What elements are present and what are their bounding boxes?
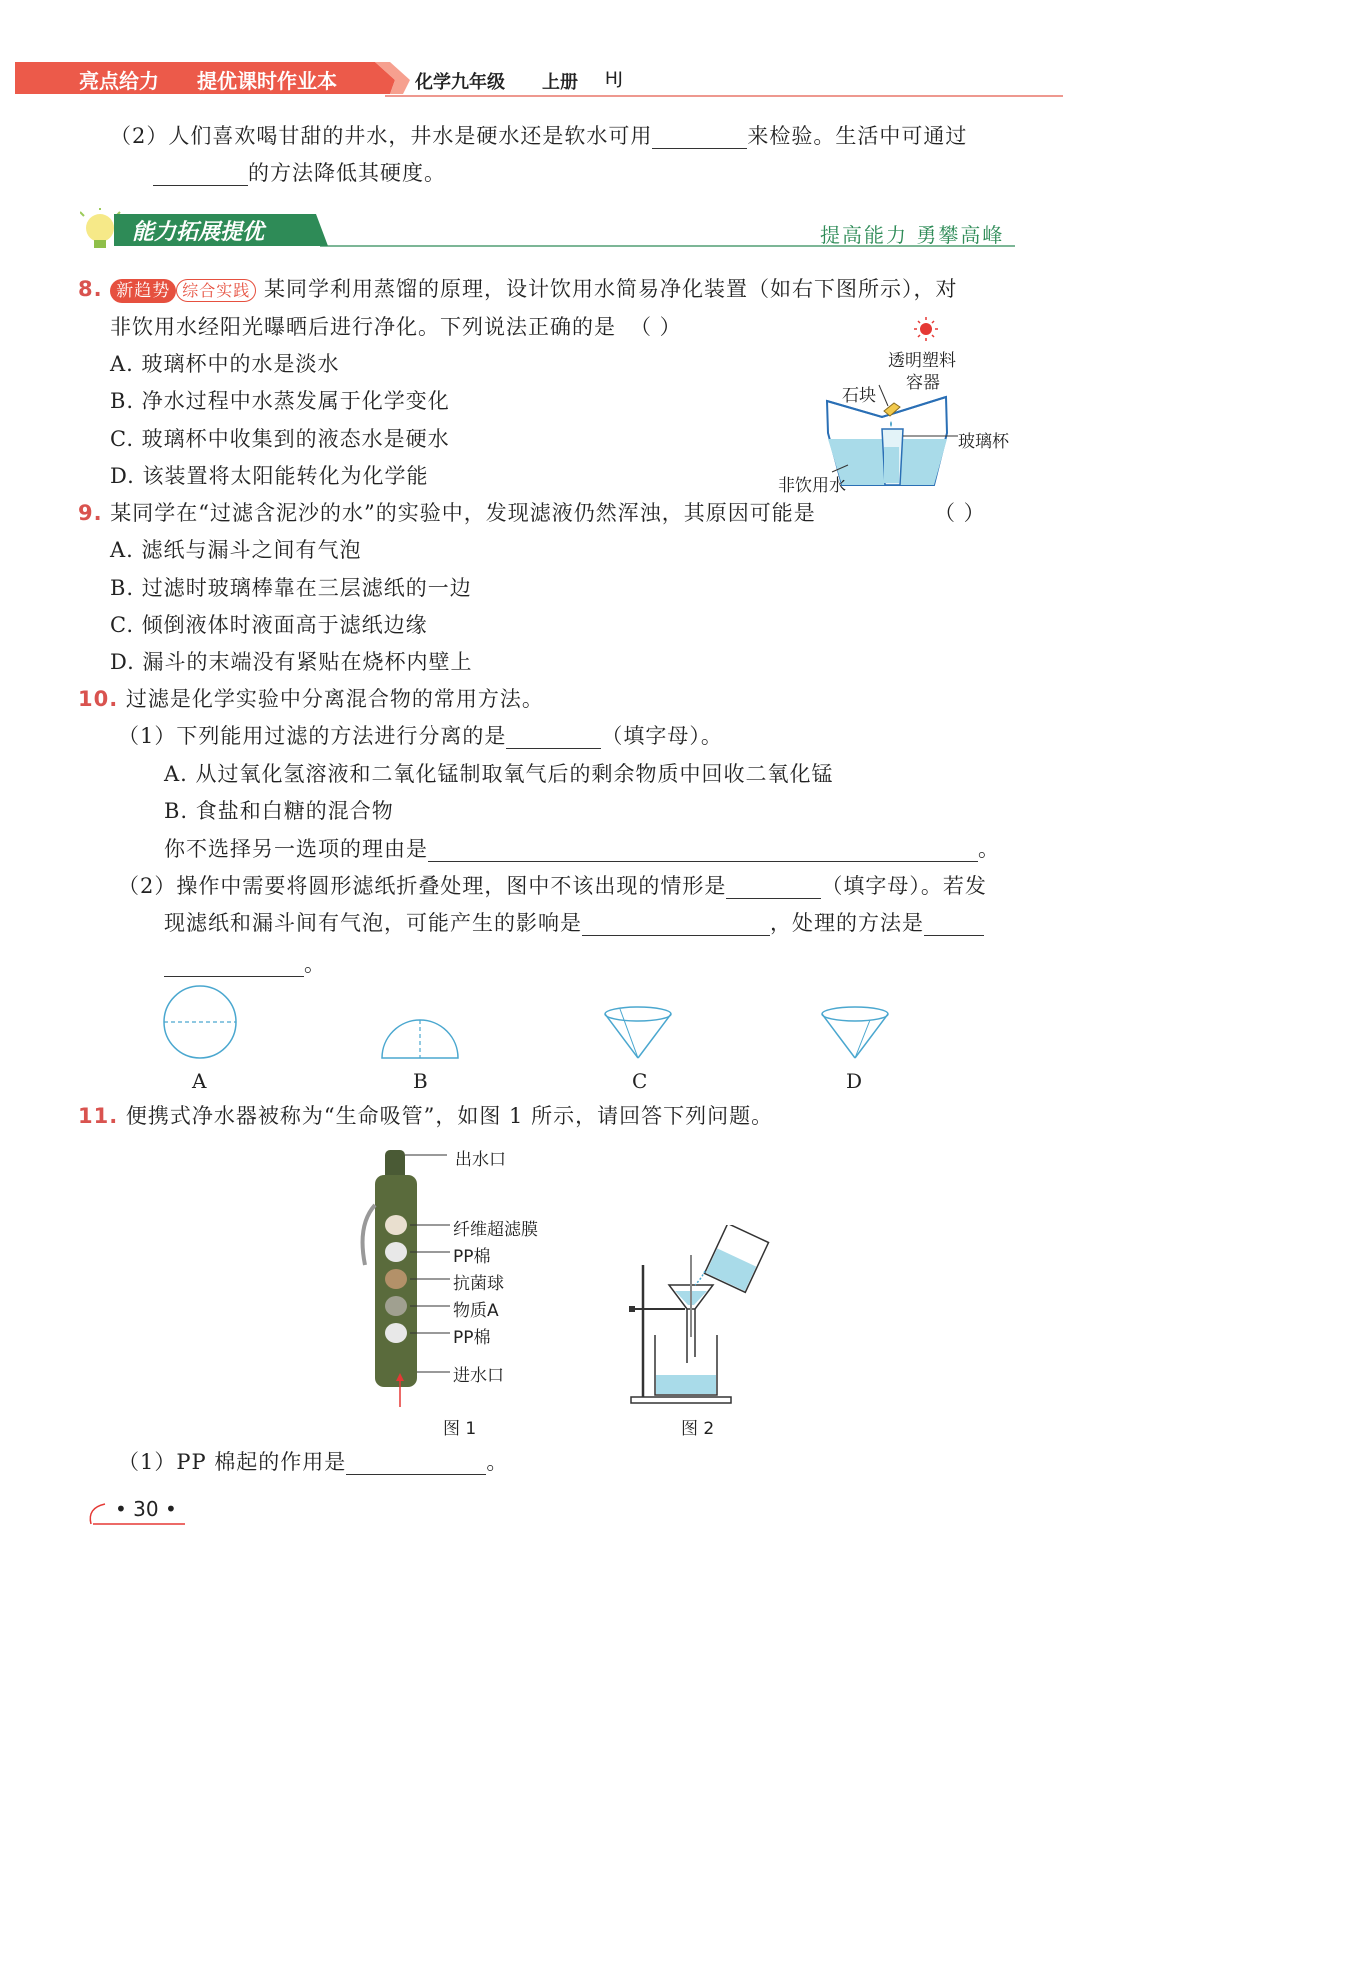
section-title: 能力拓展提优: [132, 220, 265, 245]
q10-part1-option-b[interactable]: B. 食盐和白糖的混合物: [164, 799, 394, 823]
q8-label-container-2: 容器: [906, 373, 940, 393]
answer-blank[interactable]: [652, 128, 747, 149]
header-volume: 上册: [542, 72, 578, 93]
answer-bracket[interactable]: （ ）: [630, 315, 682, 339]
q8-option-d[interactable]: D. 该装置将太阳能转化为化学能: [110, 464, 429, 488]
q8-label-cup: 玻璃杯: [958, 432, 1009, 452]
header-ribbon: [15, 60, 1065, 98]
q10-filter-paper-figures: [150, 980, 930, 1065]
q9-option-b[interactable]: B. 过滤时玻璃棒靠在三层滤纸的一边: [110, 576, 472, 600]
answer-blank[interactable]: [726, 878, 821, 899]
fig1-label-substance-a: 物质A: [453, 1301, 499, 1321]
q8-option-c[interactable]: C. 玻璃杯中收集到的液态水是硬水: [110, 427, 450, 451]
answer-blank[interactable]: [582, 915, 770, 936]
q10-figure-label-c: C: [632, 1069, 648, 1093]
fig1-label-antibacterial-ball: 抗菌球: [453, 1274, 504, 1294]
sun-icon: [914, 317, 938, 341]
answer-blank[interactable]: [346, 1454, 486, 1475]
q9-stem: 9. 某同学在“过滤含泥沙的水”的实验中，发现滤液仍然浑浊，其原因可能是: [78, 501, 816, 525]
page-number: • 30 •: [115, 1497, 177, 1521]
q10-part2-line3: 。: [164, 951, 326, 977]
q8-label-water: 非饮用水: [778, 476, 846, 496]
filter-figure-d: [822, 1007, 888, 1058]
q8-tag-practice: 综合实践: [176, 279, 256, 302]
q9-option-c[interactable]: C. 倾倒液体时液面高于滤纸边缘: [110, 613, 428, 637]
answer-bracket[interactable]: （ ）: [934, 501, 986, 525]
fig1-label-membrane: 纤维超滤膜: [453, 1220, 538, 1240]
q10-figure-label-a: A: [192, 1069, 207, 1093]
q11-part1: （1）PP 棉起的作用是 。: [118, 1450, 509, 1474]
q8-stem-line1: 8. 新趋势 综合实践 某同学利用蒸馏的原理，设计饮用水简易净化装置（如右下图所示），对: [78, 277, 958, 301]
fig2-caption: 图 2: [681, 1419, 715, 1439]
q11-stem: 11. 便携式净水器被称为“生命吸管”，如图 1 所示，请回答下列问题。: [78, 1104, 774, 1128]
section-banner: [80, 208, 1015, 252]
header-series: 提优课时作业本: [197, 69, 337, 93]
section-slogan: 提高能力 勇攀高峰: [820, 223, 1005, 247]
q8-distillation-figure: [760, 315, 1040, 500]
q10-figure-label-b: B: [413, 1069, 428, 1093]
answer-blank[interactable]: [924, 915, 984, 936]
q10-part2-line2: 现滤纸和漏斗间有气泡，可能产生的影响是 ，处理的方法是: [164, 910, 984, 936]
fig1-caption: 图 1: [443, 1419, 477, 1439]
filter-figure-a: [164, 986, 236, 1058]
q8-option-a[interactable]: A. 玻璃杯中的水是淡水: [110, 352, 340, 376]
fig1-label-outlet: 出水口: [455, 1150, 506, 1170]
header-bar: [15, 60, 1065, 98]
q8-tag-trend: 新趋势: [110, 279, 176, 303]
life-straw-figure: [355, 1145, 455, 1410]
answer-blank[interactable]: [506, 728, 601, 749]
header-subject: 化学九年级: [415, 72, 505, 93]
answer-blank[interactable]: [164, 956, 304, 977]
fig1-label-pp-cotton-2: PP棉: [453, 1328, 491, 1348]
q10-part1: （1）下列能用过滤的方法进行分离的是 （填字母）。: [118, 724, 723, 748]
filter-figure-b: [382, 1020, 458, 1058]
header-edition: HJ: [605, 69, 623, 89]
fig1-label-inlet: 进水口: [453, 1366, 504, 1386]
q9-option-a[interactable]: A. 滤纸与漏斗之间有气泡: [110, 538, 362, 562]
filtration-apparatus-figure: [625, 1225, 775, 1410]
fig1-label-pp-cotton-1: PP棉: [453, 1247, 491, 1267]
q8-option-b[interactable]: B. 净水过程中水蒸发属于化学变化: [110, 389, 450, 413]
q8-label-stone: 石块: [842, 386, 876, 406]
answer-blank[interactable]: [428, 841, 978, 862]
q9-option-d[interactable]: D. 漏斗的末端没有紧贴在烧杯内壁上: [110, 650, 473, 674]
header-brand: 亮点给力: [79, 69, 159, 93]
q7-part2-line1: （2）人们喜欢喝甘甜的井水，井水是硬水还是软水可用 来检验。生活中可通过: [110, 124, 968, 148]
q10-figure-label-d: D: [846, 1069, 863, 1093]
q10-part1-reason: 你不选择另一选项的理由是 。: [164, 837, 1000, 861]
q10-part2-line1: （2）操作中需要将圆形滤纸折叠处理，图中不该出现的情形是 （填字母）。若发: [118, 874, 987, 898]
q8-label-container-1: 透明塑料: [888, 351, 956, 371]
answer-blank[interactable]: [153, 165, 248, 186]
filter-figure-c: [605, 1007, 671, 1058]
q10-stem: 10. 过滤是化学实验中分离混合物的常用方法。: [78, 687, 544, 711]
q7-part2-line2: 的方法降低其硬度。: [153, 160, 446, 186]
q10-part1-option-a[interactable]: A. 从过氧化氢溶液和二氧化锰制取氧气后的剩余物质中回收二氧化锰: [164, 762, 834, 786]
q8-stem-line2: 非饮用水经阳光曝晒后进行净化。下列说法正确的是 （ ）: [110, 315, 682, 339]
